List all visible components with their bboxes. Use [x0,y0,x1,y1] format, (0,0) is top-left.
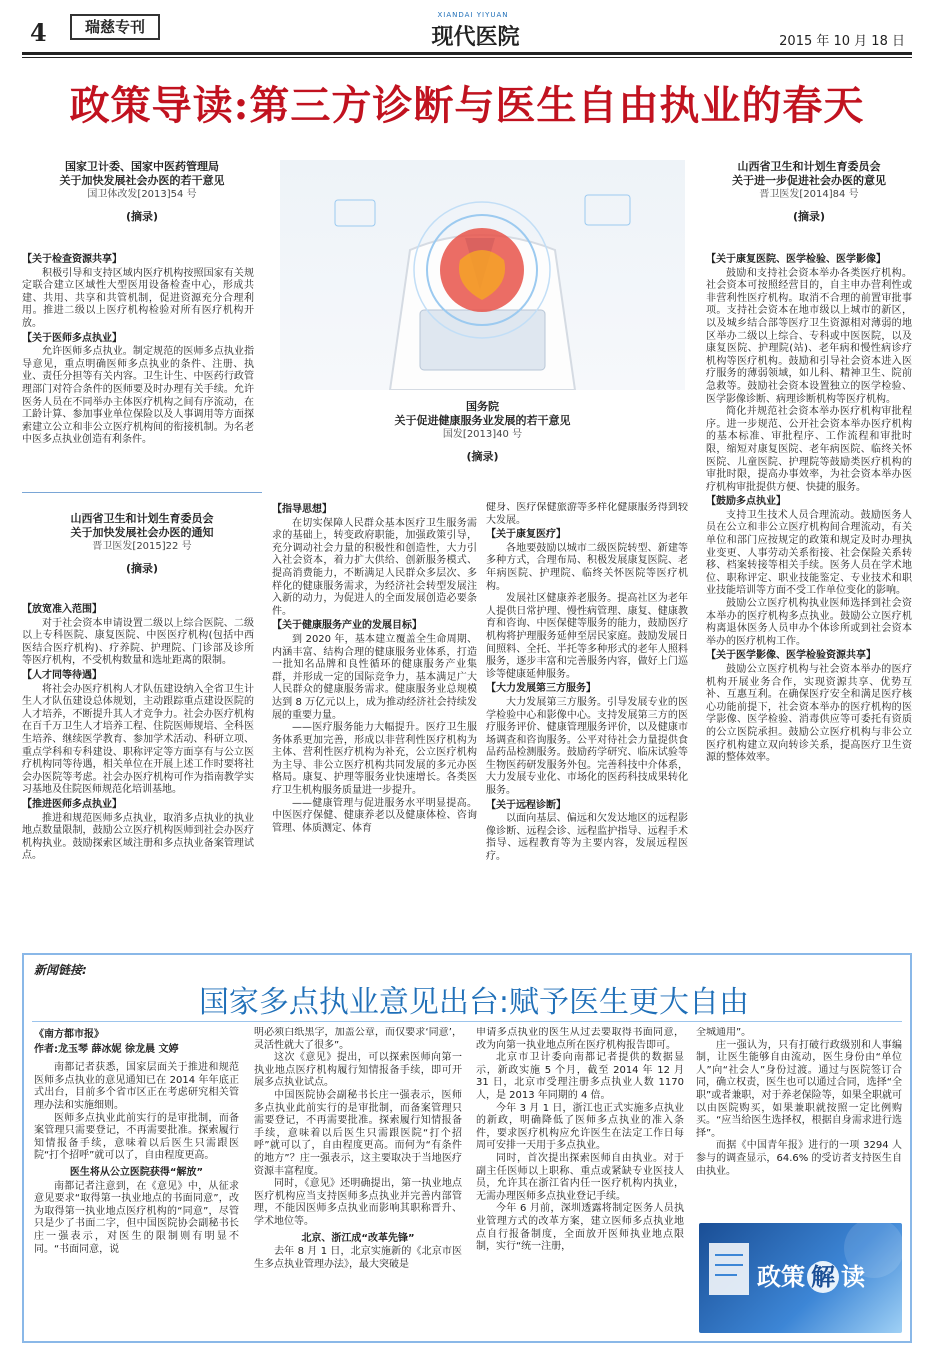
doc1-title2: 关于加快发展社会办医的若干意见 [59,174,225,187]
headline: 政策导读:第三方诊断与医生自由执业的春天 [69,82,865,129]
badge-word-c: 读 [841,1262,865,1291]
doc2-title2: 关于加快发展社会办医的通知 [70,526,214,539]
doc3-a-p3: ——健康管理与促进服务水平明显提高。中医医疗保健、健康养老以及健康体检、咨询管理、体质测定、体育 [272,797,477,834]
news-c2-p0: 明必须白纸黑字，加盖公章，而仅要求‘同意’，灵活性就大了很多”。 [254,1027,462,1051]
news-c1-h2: 医生将从公立医院获得“解放” [69,1166,204,1178]
doc2-p2: 推进和规范医师多点执业，取消多点执业的执业地点数量限制，鼓励公立医疗机构医师到社会办医疗机构执业。鼓励探索区域注册和多点执业备案管理试点。 [22,812,254,862]
doc3-b-p3: 大力发展第三方服务。引导发展专业的医学检验中心和影像中心。支持发展第三方的医疗服务评价、健康管理服务评价，以及健康市场调查和咨询服务。公平对待社会力量提供食品药品检测服务。鼓励药学研究、临床试验等生物医药研发服务外包。完善科技中介体系，大力发展专业化、市场化的医药科技成果转化服务。 [486,696,688,797]
section-badge [70,14,160,40]
news-col2 [254,1027,462,1337]
doc3-col-b [486,502,688,942]
doc4-header [695,160,923,224]
news-col4 [696,1027,902,1217]
doc4-h4: 【关于医学影像、医学检验资源共享】 [706,650,876,662]
doc3-b-p0: 健身、医疗保健旅游等多样化健康服务得到较大发展。 [486,502,688,526]
doc4-abstract: (摘录) [792,210,826,223]
news-c3-p3: 同时，首次提出探索医师自由执业。对于副主任医师以上职称、重点或紧缺专业医技人员，允许其在浙江省内任一医疗机构内执业，无需办理医师多点执业登记手续。 [476,1152,684,1202]
doc1-title1: 国家卫计委、国家中医药管理局 [65,160,219,173]
masthead-rule-thin [22,57,912,58]
news-c3-p2: 今年 3 月 1 日，浙江也正式实施多点执业的新政，明确降低了医师多点执业的准入条件，要求医疗机构应允许医生在法定工作日每周可安排一天用于多点执业。 [476,1102,684,1152]
doc4-body [706,252,912,942]
news-c2-h4: 北京、浙江成“改革先锋” [301,1232,415,1244]
news-c4-p2: 而据《中国青年报》进行的一项 3294 人参与的调查显示，64.6% 的受访者支持医生自由执业。 [696,1140,902,1177]
news-c3-p4: 今年 6 月前，深圳透露将制定医务人员执业管理方式的改革方案，建立医师多点执业地点自行报备制度，全面放开医师执业地点限制，实行“统一注册， [476,1203,684,1253]
doc4-p2: 支持卫生技术人员合理流动。鼓励医务人员在公立和非公立医疗机构间合理流动，有关单位和部门应按规定的政策和规定及时办理执业变更、人事劳动关系衔接、社会保险关系转移、档案转接等相关手续。医务人员在学术地位、职称评定、职业技能鉴定、专业技术和职业技能培训等方面不受工作单位变化的影响。 [706,509,912,597]
doc2-h0: 【放宽准入范围】 [22,604,102,615]
doc3-b-p2: 发展社区健康养老服务。提高社区为老年人提供日常护理、慢性病管理、康复、健康教育和咨询、中医保健等服务的能力，鼓励医疗机构将护理服务延伸至居民家庭。鼓励发展日间照料、全托、半托等多种形式的老年人照料服务，逐步丰富和完善服务内容，做好上门巡诊等健康延伸服务。 [486,593,688,680]
badge-text [757,1257,865,1293]
doc3-title2: 关于促进健康服务业发展的若干意见 [394,414,571,427]
news-c1-p1: 医师多点执业此前实行的是审批制，而备案管理只需要登记，不再需要批准。探索履行知情报备手续，意味着以后医生只需跟医院“打个招呼”就可以了，自由程度更高。 [34,1112,239,1162]
doc4-h2: 【鼓励多点执业】 [706,496,786,508]
doc4-title1: 山西省卫生和计划生育委员会 [737,160,881,173]
doc3-b-h1: 【关于康复医疗】 [486,529,566,541]
doc3-b-p4: 以面向基层、偏远和欠发达地区的远程影像诊断、远程会诊、远程监护指导、远程手术指导、远程教育等为主要内容，发展远程医疗。 [486,813,688,863]
doc2-p0: 对于社会资本申请设置二级以上综合医院、二级以上专科医院、康复医院、中医医疗机构(包括中西医结合医疗机构)、疗养院、护理院、门诊部及诊所等医疗机构，不受机构数量和选址距离的限制。 [22,617,254,667]
doc1-rule [22,492,262,493]
masthead-rule [22,52,912,55]
doc1-h1: 【关于医师多点执业】 [22,332,122,344]
news-col3 [476,1027,684,1337]
news-c3-p1: 北京市卫计委向南都记者提供的数据显示，新政实施 5 个月，截至 2014 年 12 月 31 日，北京市受理注册多点执业人数 1170 人，是 2013 年同期的 4 倍。 [476,1052,684,1101]
paper-pinyin: XIANDAI YIYUAN [437,11,509,19]
doc3-b-h4: 【关于远程诊断】 [486,799,566,811]
doc3-a-h1: 【关于健康服务产业的发展目标】 [272,620,422,632]
doc3-header [280,400,685,464]
doc4-p1: 简化并规范社会资本举办医疗机构审批程序。进一步规范、公开社会资本举办医疗机构的基本标准、审批程序、工作流程和审批时限，缩短对康复医院、老年病医院、临终关怀医院、儿童医院、护理院等鼓励类医疗机构的审批时限，提高办事效率，为社会资本举办医疗机构审批提供方便、快捷的服务。 [706,406,912,493]
news-c2-p1: 这次《意见》提出，可以探索医师向第一执业地点医疗机构履行知情报备手续，即可开展多点执业试点。 [254,1052,462,1089]
news-label: 新闻链接: [34,963,87,977]
doc4-h0: 【关于康复医院、医学检验、医学影像】 [706,254,886,265]
news-link-box [22,953,912,1343]
badge-word-a: 政策 [757,1262,805,1291]
doc3-a-p2: ——医疗服务能力大幅提升。医疗卫生服务体系更加完善，形成以非营利性医疗机构为主体、营利性医疗机构为补充，公立医疗机构为主导、非公立医疗机构共同发展的多元办医格局。康复、护理等服务业快速增长。各类医疗卫生机构服务质量进一步提升。 [272,722,477,797]
news-c1-p2: 南都记者注意到，在《意见》中，从征求意见要求“取得第一执业地点的书面同意”，改为取得第一执业地点医疗机构的“同意”，尽管只是少了书面二字，但中国医院协会副秘书长庄一强表示，对医生的限制则有明显不同。“书面同意，说 [34,1180,239,1255]
badge-word-b: 解 [807,1261,839,1293]
doc3-b-p1: 各地要鼓励以城市二级医院转型、新建等多种方式，合理布局、积极发展康复医院、老年病医院、护理院、临终关怀医院等医疗机构。 [486,542,688,592]
masthead [0,0,935,58]
doc1-p1: 允许医师多点执业。制定规范的医师多点执业指导意见，重点明确医师多点执业的条件、注册、执业、责任分担等有关内容。卫生计生、中医药行政管理部门对符合条件的医师要及时办理有关手续。允许医务人员在不同举办主体医疗机构之间有序流动，在工龄计算、参加事业单位保险以及人事调用等方面探索建立公立和非公立医疗机构间的衔接机制。为名老中医多点执业创造有利条件。 [22,346,254,446]
doc3-number: 国发[2013]40 号 [442,429,523,440]
doc3-b-h3: 【大力发展第三方服务】 [486,683,596,695]
doc4-p0: 鼓励和支持社会资本举办各类医疗机构。社会资本可按照经营目的，自主申办营利性或非营利性医疗机构。取消不合理的前置审批事项。支持社会资本在地市级以上城市的新区，以及城乡结合部等医疗卫生资源相对薄弱的地区举办二级以上综合、专科或中医医院，以及康复医院、护理院(站)、老年病和慢性病诊疗机构等医疗机构。鼓励和引导社会资本进入医疗服务的薄弱领域，如儿科、精神卫生、院前急救等。鼓励社会资本设置独立的医学检验、医学影像诊断、病理诊断机构等医疗机构。 [706,267,912,405]
doc1-abstract: (摘录) [125,210,159,223]
doc2-p1: 将社会办医疗机构人才队伍建设纳入全省卫生计生人才队伍建设总体规划，主动跟踪重点建设医院的人才培养，不断提升其人才竞争力。社会办医疗机构在百千万卫生人才培养工程、住院医师规培、全科医生培养、继续医学教育、参加学术活动、科研立项、重点学科和专科建设、职称评定等方面享有与公立医疗机构同等待遇，相关单位在开展上述工作时要将社会办医院等考虑。社会办医疗机构可作为指南教学实习基地及住院医师规范化培训基地。 [22,683,254,796]
news-c2-p2: 中国医院协会副秘书长庄一强表示，医师多点执业此前实行的是审批制，而备案管理只需要登记，不再需要批准。探索履行知情报备手续，意味着以后医生只需跟医院“打个招呼”就可以了，自由程度更高。而何为“有条件的地方”？庄一强表示，这主要取决于当地医疗资源丰富程度。 [254,1089,462,1177]
doc3-title1: 国务院 [466,400,499,413]
doc4-title2: 关于进一步促进社会办医的意见 [732,174,886,187]
doc2-number: 晋卫医发[2015]22 号 [92,541,192,552]
doc2-body [22,602,254,942]
news-divider [32,1021,902,1022]
doc1-h0: 【关于检查资源共享】 [22,254,122,265]
paper-name: 现代医院 [431,24,520,50]
policy-badge [699,1223,902,1333]
doctor-illustration [280,160,685,390]
news-c4-p0: 全城通用”。 [696,1027,752,1038]
section-label: 瑞慈专刊 [84,18,145,36]
news-col1 [34,1027,239,1337]
doc3-col-a [272,502,477,942]
doc1-number: 国卫体改发[2013]54 号 [87,189,197,200]
doc2-header [22,512,262,576]
doc1-p0: 积极引导和支持区域内医疗机构按照国家有关规定联合建立区域性大型医用设备检查中心，形成共建、共用、共享和共管机制，促进资源充分合理利用。推进二级以上医疗机构检验对所有医疗机构开放。 [22,267,254,329]
news-c4-p1: 庄一强认为，只有打破行政级别和人事编制，让医生能够自由流动，医生身份由“单位人”向“社会人”身份过渡。通过与医院签订合同，确立权责，医生也可以通过合同，选择“全职”或者兼职，对于养老保险等，如果全职就可以由医院购买，如果兼职就按照一定比例购买。“应当给医生选择权，根据自身需求进行选择”。 [696,1039,902,1139]
doc1-header [22,160,262,224]
news-source: 《南方都市报》 [34,1029,104,1040]
news-c1-p0: 南都记者获悉，国家层面关于推进和规范医师多点执业的意见通知已在 2014 年年底正式出台，目前多个省市区正在考虑研究相关管理办法和实施细则。 [34,1062,239,1111]
doc3-a-p0: 在切实保障人民群众基本医疗卫生服务需求的基础上，转变政府职能，加强政策引导，充分调动社会力量的积极性和创造性，大力引入社会资本，着力扩大供给、创新服务模式、提高消费能力，不断满足人民群众多层次、多样化的健康服务需求，为经济社会转型发展注入新的动力，为促进人的全面发展创造必要条件。 [272,517,477,617]
doc2-h1: 【人才同等待遇】 [22,669,102,681]
doc2-h2: 【推进医师多点执业】 [22,798,122,810]
news-c3-p0: 申请多点执业的医生从过去要取得书面同意，改为向第一执业地点所在医疗机构报告即可。 [476,1027,684,1051]
page-number: 4 [30,18,47,47]
doc3-abstract: (摘录) [466,450,499,463]
news-c2-p3: 同时，《意见》还明确提出，第一执业地点医疗机构应当支持医师多点执业并完善内部管理，不能因医师多点执业而影响其职称晋升、学术地位等。 [254,1178,462,1227]
news-title: 国家多点执业意见出台:赋予医生更大自由 [198,985,750,1020]
doc3-a-h0: 【指导思想】 [272,504,332,515]
doc1-body [22,252,254,484]
doc2-title1: 山西省卫生和计划生育委员会 [70,512,214,525]
doc4-number: 晋卫医发[2014]84 号 [759,189,859,200]
doctor-photo [280,160,685,390]
news-authors: 作者:龙玉琴 薛冰妮 徐龙晨 文婷 [34,1043,179,1055]
news-c2-p4: 去年 8 月 1 日，北京实施新的《北京市医生多点执业管理办法》，最大突破是 [254,1246,462,1270]
doc3-a-p1: 到 2020 年，基本建立覆盖全生命周期、内涵丰富、结构合理的健康服务业体系，打造一批知名品牌和良性循环的健康服务产业集群，并形成一定的国际竞争力，基本满足广大人民群众的健康服务需求。健康服务业总规模达到 8 万亿元以上，成为推动经济社会持续发展的重要力量。 [272,633,477,721]
doc4-p4: 鼓励公立医疗机构与社会资本举办的医疗机构开展业务合作，实现资源共享、优势互补、互惠互利。在确保医疗安全和满足医疗核心功能前提下，社会资本举办的医疗机构的医学影像、医学检验、消毒供应等可委托有资质的公立医院承担。鼓励公立医疗机构与非公立医疗机构建立双向转诊关系，提高医疗卫生资源的整体效率。 [706,664,912,764]
issue-date: 2015 年 10 月 18 日 [779,34,905,49]
doc4-p3: 鼓励公立医疗机构执业医师选择到社会资本举办的医疗机构多点执业。鼓励公立医疗机构离退休医务人员申办个体诊所或到社会资本举办的医疗机构工作。 [706,598,912,647]
doc2-abstract: (摘录) [125,562,159,575]
